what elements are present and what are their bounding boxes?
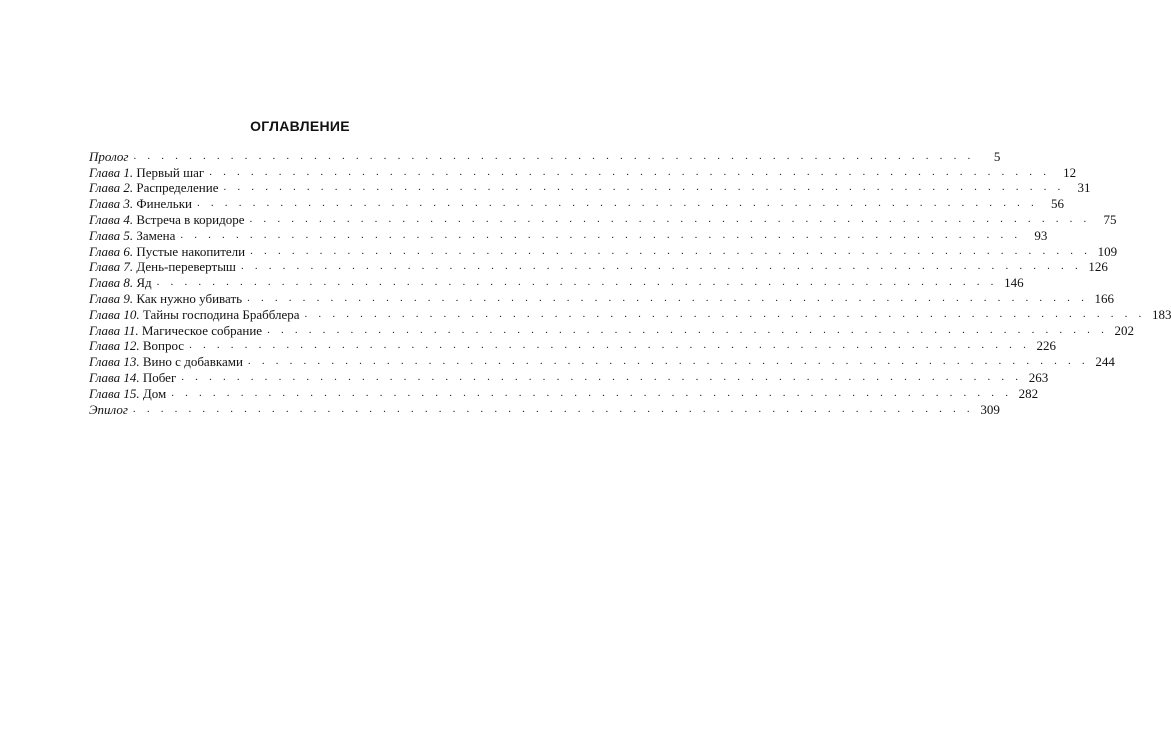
toc-entry-title: Замена (136, 227, 176, 243)
toc-entry-title: Тайны господина Брабблера (142, 306, 300, 322)
toc-entry-title: Магическое собрание (141, 322, 263, 338)
toc-entry (89, 338, 1057, 354)
toc-page-number: 166 (1094, 290, 1115, 306)
toc-entry-prefix: Глава 10. (89, 306, 140, 322)
dot-leader: . . . . . . . . . . . . . . . . . . . . . . . . . . . . . . . . . . . . . . . . . . . . . . . . . . . . . . . . . . . . . (267, 323, 1109, 336)
toc-entry-prefix: Глава 1. (89, 164, 134, 180)
toc-page-number: 146 (1004, 275, 1024, 291)
toc-entry (89, 401, 1000, 417)
toc-entry-prefix: Глава 7. (89, 259, 134, 275)
toc-entry (89, 227, 1048, 243)
toc-entry-text (89, 196, 192, 211)
toc-entry (89, 353, 1115, 370)
toc-page-number: 56 (1050, 196, 1064, 212)
toc-entry-prefix: Глава 11. (89, 322, 139, 338)
toc-entry-text (89, 259, 236, 274)
toc-page-number: 126 (1088, 259, 1108, 275)
toc-page-number: 282 (1018, 385, 1039, 401)
toc-entry-prefix: Глава 8. (89, 275, 134, 291)
dot-leader: . . . . . . . . . . . . . . . . . . . . . . . . . . . . . . . . . . . . . . . . . . . . . . . . . . . . . . . . . . . . . (209, 165, 1051, 178)
dot-leader: . . . . . . . . . . . . . . . . . . . . . . . . . . . . . . . . . . . . . . . . . . . . . . . . . . . . . . . . . . . . . (223, 181, 1065, 194)
toc-entry-prefix: Эпилог (89, 401, 128, 417)
toc-entry-title: Встреча в коридоре (136, 211, 245, 227)
toc-entry-title: Пустые накопители (136, 243, 246, 259)
toc-entry (89, 195, 1064, 212)
toc-entry-prefix: Глава 12. (89, 338, 140, 354)
toc-entry-title: Вопрос (142, 338, 185, 354)
dot-leader: . . . . . . . . . . . . . . . . . . . . . . . . . . . . . . . . . . . . . . . . . . . . . . . . . . . . . . . . . . . . . (250, 244, 1092, 257)
toc-page-number: 226 (1036, 338, 1057, 354)
toc-entry-text (89, 180, 219, 195)
toc-entry-title: Распределение (136, 180, 219, 196)
toc-entry (89, 306, 1171, 322)
toc-entry-prefix: Глава 13. (89, 354, 140, 370)
toc-entry (89, 385, 1039, 401)
toc-page-number: 263 (1028, 369, 1049, 385)
dot-leader: . . . . . . . . . . . . . . . . . . . . . . . . . . . . . . . . . . . . . . . . . . . . . . . . . . . . . . . . . . . . . (156, 276, 998, 289)
toc-entry-prefix: Глава 4. (89, 211, 134, 227)
dot-leader: . . . . . . . . . . . . . . . . . . . . . . . . . . . . . . . . . . . . . . . . . . . . . . . . . . . . . . . . . . . . . (189, 339, 1031, 352)
toc-entry (89, 180, 1091, 196)
dot-leader: . . . . . . . . . . . . . . . . . . . . . . . . . . . . . . . . . . . . . . . . . . . . . . . . . . . . . . . . . . . . . (197, 197, 1038, 210)
toc-entry-prefix: Глава 2. (89, 180, 134, 196)
dot-leader: . . . . . . . . . . . . . . . . . . . . . . . . . . . . . . . . . . . . . . . . . . . . . . . . . . . . . . . . . . . . . (132, 402, 974, 415)
toc-entry-title: Вино с добавками (142, 354, 243, 370)
toc-entry-prefix: Глава 15. (89, 385, 140, 401)
toc-entry (89, 164, 1077, 180)
toc-page-number: 93 (1034, 227, 1048, 243)
dot-leader: . . . . . . . . . . . . . . . . . . . . . . . . . . . . . . . . . . . . . . . . . . . . . . . . . . . . . . . . . . . . . (171, 386, 1013, 399)
toc-entry (89, 259, 1108, 275)
toc-entry-text (89, 307, 300, 322)
toc-entry-text (89, 165, 204, 180)
table-of-contents (89, 148, 1171, 417)
toc-entry (89, 322, 1135, 338)
toc-page-number: 183 (1151, 306, 1171, 322)
toc-entry (89, 211, 1117, 227)
toc-page-number: 309 (980, 401, 1000, 417)
toc-entry-text (89, 323, 262, 338)
toc-entry-text (89, 386, 166, 401)
toc-entry-title: День-перевертыш (136, 259, 236, 275)
toc-page-number: 109 (1097, 243, 1118, 259)
toc-page-number: 31 (1077, 180, 1091, 196)
dot-leader: . . . . . . . . . . . . . . . . . . . . . . . . . . . . . . . . . . . . . . . . . . . . . . . . . . . . . . . . . . . . . (181, 370, 1023, 383)
toc-entry-title: Как нужно убивать (136, 290, 243, 306)
toc-entry-title: Яд (136, 275, 152, 291)
toc-page-number: 244 (1095, 354, 1115, 370)
toc-page-number: 202 (1114, 322, 1135, 338)
toc-entry-text (89, 228, 175, 243)
dot-leader: . . . . . . . . . . . . . . . . . . . . . . . . . . . . . . . . . . . . . . . . . . . . . . . . . . . . . . . . . . . . . (304, 307, 1146, 320)
toc-entry-prefix: Глава 9. (89, 290, 134, 306)
toc-entry-prefix: Пролог (89, 148, 129, 164)
toc-entry (89, 148, 1001, 164)
toc-entry-text (89, 244, 245, 259)
toc-entry (89, 290, 1115, 306)
dot-leader: . . . . . . . . . . . . . . . . . . . . . . . . . . . . . . . . . . . . . . . . . . . . . . . . . . . . . . . . . . . . . (240, 260, 1082, 273)
toc-entry (89, 274, 1024, 291)
toc-page-number: 5 (993, 148, 1001, 164)
dot-leader: . . . . . . . . . . . . . . . . . . . . . . . . . . . . . . . . . . . . . . . . . . . . . . . . . . . . . . . . . . . . . (180, 228, 1022, 241)
toc-entry-title: Финельки (136, 196, 192, 212)
toc-entry-title: Побег (142, 369, 177, 385)
toc-entry-title: Дом (142, 385, 167, 401)
toc-entry-prefix: Глава 3. (89, 196, 134, 212)
toc-entry-text (89, 338, 184, 353)
dot-leader: . . . . . . . . . . . . . . . . . . . . . . . . . . . . . . . . . . . . . . . . . . . . . . . . . . . . . . . . . . . . . (133, 149, 975, 162)
toc-entry-prefix: Глава 14. (89, 369, 140, 385)
toc-page-number: 12 (1063, 164, 1077, 180)
toc-entry (89, 243, 1118, 259)
toc-entry (89, 369, 1049, 385)
toc-entry-prefix: Глава 6. (89, 243, 134, 259)
toc-entry-text (89, 402, 128, 417)
toc-entry-text (89, 370, 176, 385)
toc-entry-prefix: Глава 5. (89, 227, 134, 243)
page-title: ОГЛАВЛЕНИЕ (250, 118, 350, 134)
toc-page-number: 75 (1103, 211, 1117, 227)
toc-entry-text (89, 212, 245, 227)
dot-leader: . . . . . . . . . . . . . . . . . . . . . . . . . . . . . . . . . . . . . . . . . . . . . . . . . . . . . . . . . . . . . (247, 291, 1089, 304)
dot-leader: . . . . . . . . . . . . . . . . . . . . . . . . . . . . . . . . . . . . . . . . . . . . . . . . . . . . . . . . . . . . . (247, 355, 1089, 368)
toc-entry-text (89, 275, 152, 290)
toc-entry-text (89, 354, 243, 369)
toc-entry-text (89, 149, 128, 164)
dot-leader: . . . . . . . . . . . . . . . . . . . . . . . . . . . . . . . . . . . . . . . . . . . . . . . . . . . . . . . . . . . . . (249, 212, 1091, 225)
toc-entry-text (89, 291, 242, 306)
toc-entry-title: Первый шаг (136, 164, 205, 180)
